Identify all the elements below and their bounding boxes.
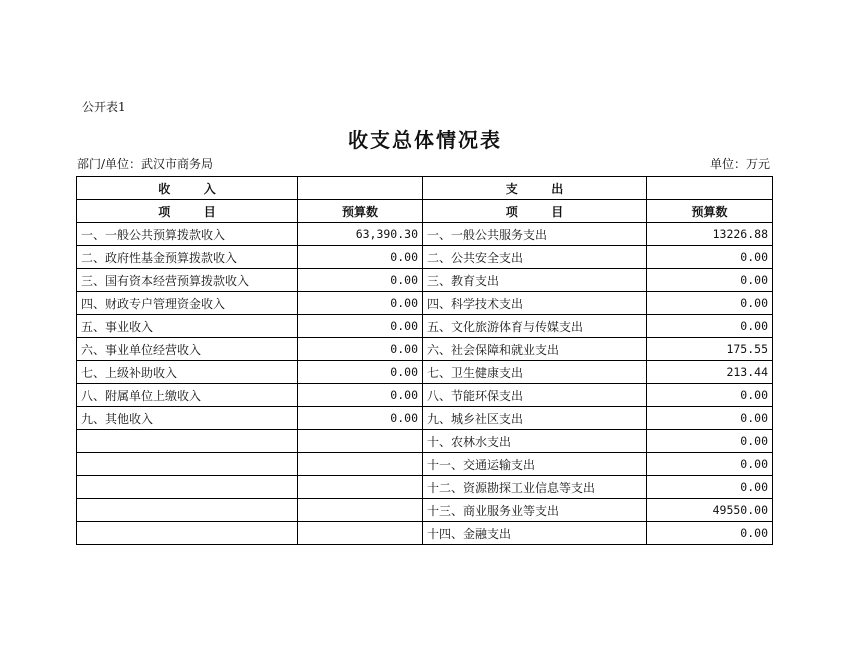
expense-section-header: 支 出: [423, 177, 647, 200]
expense-item-cell: 二、公共安全支出: [423, 246, 647, 269]
unit-label: 单位：万元: [709, 157, 770, 171]
expense-value-cell: 0.00: [647, 407, 773, 430]
expense-value-cell: 0.00: [647, 430, 773, 453]
expense-value-cell: 0.00: [647, 269, 773, 292]
expense-value-cell: 49550.00: [647, 499, 773, 522]
table-row: [77, 269, 773, 292]
expense-item-cell: 七、卫生健康支出: [423, 361, 647, 384]
income-value-cell: 0.00: [298, 361, 423, 384]
income-item-cell: 七、上级补助收入: [77, 361, 298, 384]
expense-value-cell: 0.00: [647, 292, 773, 315]
income-section-blank: [298, 177, 423, 200]
expense-item-header: 项 目: [423, 200, 647, 223]
income-item-cell: [77, 522, 298, 545]
table-row: [77, 453, 773, 476]
income-value-cell: 0.00: [298, 338, 423, 361]
expense-item-cell: 十三、商业服务业等支出: [423, 499, 647, 522]
section-header-row: [77, 177, 773, 200]
income-item-header: 项 目: [77, 200, 298, 223]
table-row: [77, 292, 773, 315]
income-item-cell: 四、财政专户管理资金收入: [77, 292, 298, 315]
expense-item-cell: 十二、资源勘探工业信息等支出: [423, 476, 647, 499]
income-budget-header: 预算数: [298, 200, 423, 223]
expense-value-cell: 0.00: [647, 384, 773, 407]
expense-item-cell: 一、一般公共服务支出: [423, 223, 647, 246]
table-row: [77, 384, 773, 407]
income-item-cell: 三、国有资本经营预算拨款收入: [77, 269, 298, 292]
income-value-cell: 0.00: [298, 315, 423, 338]
expense-value-cell: 0.00: [647, 246, 773, 269]
income-value-cell: [298, 453, 423, 476]
table-row: [77, 315, 773, 338]
income-value-cell: [298, 499, 423, 522]
income-value-cell: [298, 430, 423, 453]
income-item-cell: [77, 453, 298, 476]
income-value-cell: [298, 476, 423, 499]
column-header-row: [77, 200, 773, 223]
table-row: [77, 522, 773, 545]
income-item-cell: 九、其他收入: [77, 407, 298, 430]
expense-item-cell: 九、城乡社区支出: [423, 407, 647, 430]
table-row: [77, 338, 773, 361]
table-row: [77, 407, 773, 430]
income-item-cell: 二、政府性基金预算拨款收入: [77, 246, 298, 269]
income-item-cell: 五、事业收入: [77, 315, 298, 338]
expense-value-cell: 175.55: [647, 338, 773, 361]
expense-value-cell: 0.00: [647, 522, 773, 545]
department-label: 部门/单位：武汉市商务局: [77, 157, 214, 171]
income-value-cell: 0.00: [298, 384, 423, 407]
expense-value-cell: 213.44: [647, 361, 773, 384]
table-row: [77, 246, 773, 269]
expense-item-cell: 十一、交通运输支出: [423, 453, 647, 476]
income-item-cell: 一、一般公共预算拨款收入: [77, 223, 298, 246]
income-item-cell: [77, 499, 298, 522]
expense-item-cell: 五、文化旅游体育与传媒支出: [423, 315, 647, 338]
table-row: [77, 499, 773, 522]
expense-item-cell: 十四、金融支出: [423, 522, 647, 545]
income-item-cell: [77, 476, 298, 499]
expense-value-cell: 0.00: [647, 453, 773, 476]
income-item-cell: 八、附属单位上缴收入: [77, 384, 298, 407]
table-row: [77, 430, 773, 453]
income-item-cell: 六、事业单位经营收入: [77, 338, 298, 361]
income-expense-table: [76, 176, 773, 545]
table-body: [77, 223, 773, 545]
income-value-cell: 63,390.30: [298, 223, 423, 246]
expense-item-cell: 八、节能环保支出: [423, 384, 647, 407]
income-value-cell: 0.00: [298, 407, 423, 430]
income-section-header: 收 入: [77, 177, 298, 200]
expense-item-cell: 四、科学技术支出: [423, 292, 647, 315]
form-code: 公开表1: [82, 100, 126, 114]
expense-budget-header: 预算数: [647, 200, 773, 223]
table-row: [77, 476, 773, 499]
income-value-cell: 0.00: [298, 292, 423, 315]
expense-item-cell: 十、农林水支出: [423, 430, 647, 453]
expense-item-cell: 三、教育支出: [423, 269, 647, 292]
income-value-cell: [298, 522, 423, 545]
income-value-cell: 0.00: [298, 269, 423, 292]
income-value-cell: 0.00: [298, 246, 423, 269]
expense-item-cell: 六、社会保障和就业支出: [423, 338, 647, 361]
expense-section-blank: [647, 177, 773, 200]
expense-value-cell: 13226.88: [647, 223, 773, 246]
expense-value-cell: 0.00: [647, 315, 773, 338]
expense-value-cell: 0.00: [647, 476, 773, 499]
table-row: [77, 361, 773, 384]
table-row: [77, 223, 773, 246]
page-title: 收支总体情况表: [348, 128, 502, 152]
income-item-cell: [77, 430, 298, 453]
